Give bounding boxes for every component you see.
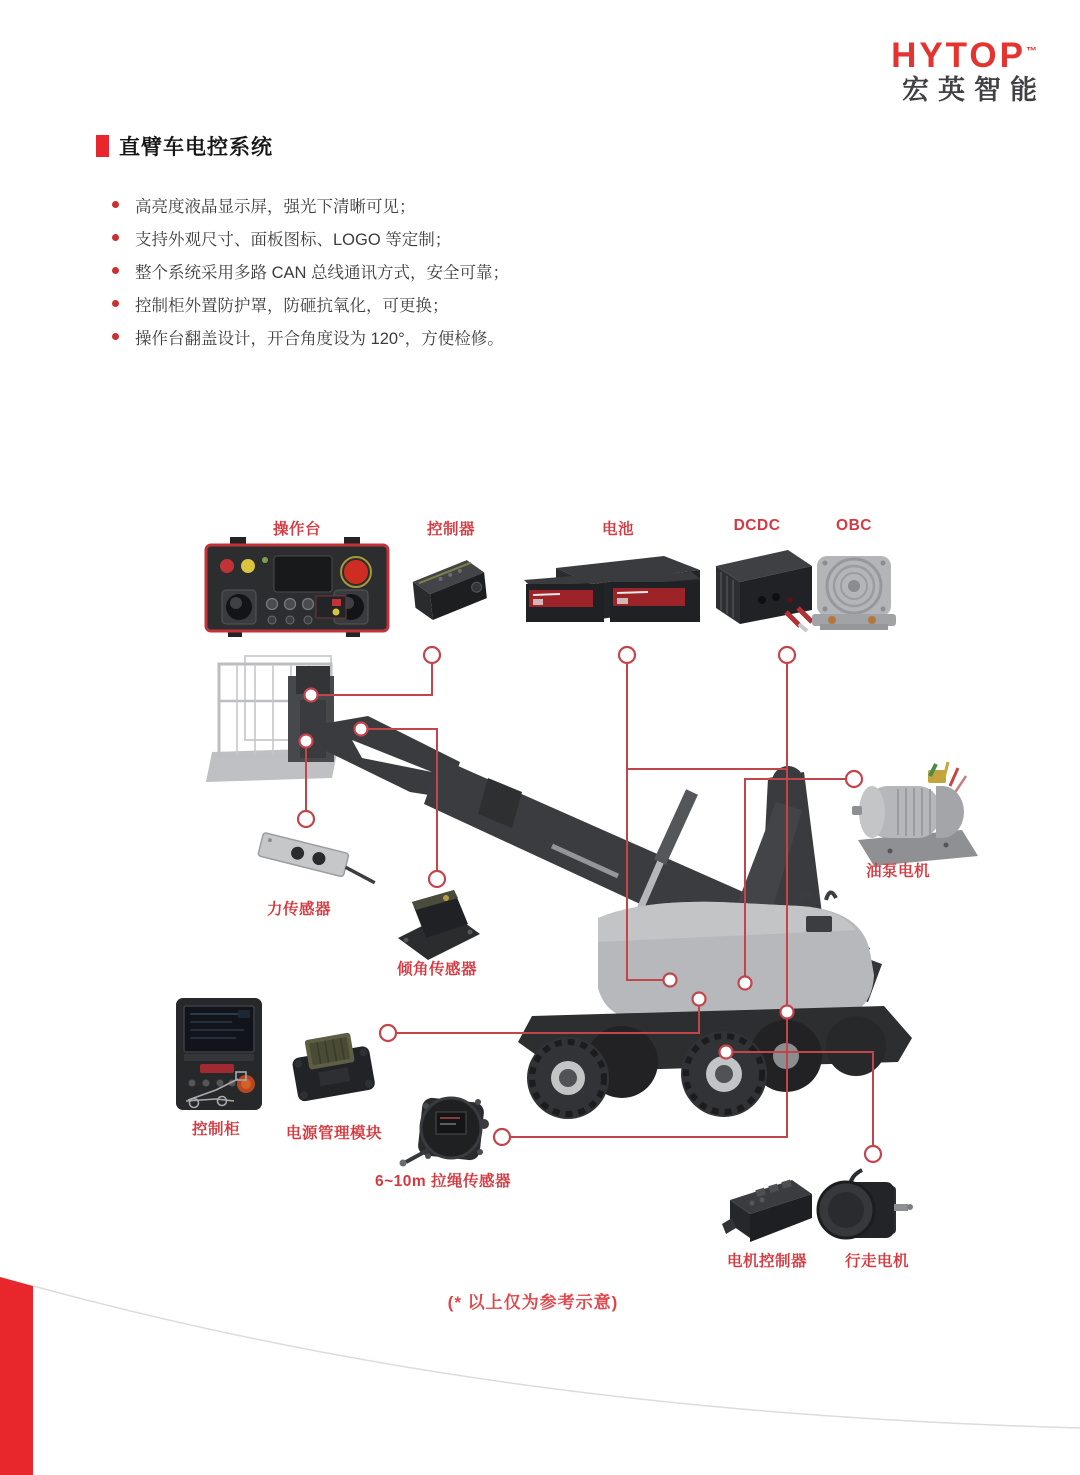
oil-pump-motor-image xyxy=(852,762,978,866)
corner-red-accent xyxy=(0,1277,33,1475)
anchor-dot-oil-pump xyxy=(739,977,752,990)
label-obc: OBC xyxy=(836,517,872,534)
label-rope-sensor: 6~10m 拉绳传感器 xyxy=(374,1173,512,1190)
label-motor-controller: 电机控制器 xyxy=(726,1253,808,1270)
label-tilt-sensor: 倾角传感器 xyxy=(396,961,478,978)
anchor-dot-battery xyxy=(664,974,677,987)
anchor-dot-jib xyxy=(355,723,368,736)
page-title: 直臂车电控系统 xyxy=(119,136,273,159)
dcdc-image xyxy=(716,550,812,631)
callout-circle-power-mgmt xyxy=(380,1025,396,1041)
label-dcdc: DCDC xyxy=(733,517,781,534)
controller-image xyxy=(411,558,488,621)
label-oil-pump-motor: 油泵电机 xyxy=(865,863,931,880)
label-control-cabinet: 控制柜 xyxy=(191,1121,241,1138)
callout-circle-battery xyxy=(619,647,635,663)
reference-caption: (* 以上仅为参考示意) xyxy=(447,1293,619,1312)
motor-controller-image xyxy=(722,1180,812,1242)
callout-circle-force-sensor xyxy=(298,811,314,827)
callout-circle-oil-pump xyxy=(846,771,862,787)
logo-chinese: 宏英智能 xyxy=(902,75,1046,105)
trademark-mark: ™ xyxy=(1026,45,1037,58)
callout-circle-dcdc-obc xyxy=(779,647,795,663)
label-controller: 控制器 xyxy=(426,521,476,538)
callout-circle-travel-motor xyxy=(865,1146,881,1162)
anchor-dot-riser xyxy=(781,1006,794,1019)
label-force-sensor: 力传感器 xyxy=(266,901,332,918)
label-battery: 电池 xyxy=(601,521,635,538)
anchor-dot-console xyxy=(305,689,318,702)
label-power-mgmt-module: 电源管理模块 xyxy=(285,1125,383,1142)
callout-circle-tilt-sensor xyxy=(429,871,445,887)
console-image xyxy=(206,537,388,637)
battery-image xyxy=(524,556,700,622)
anchor-dot-chassis xyxy=(720,1046,733,1059)
obc-image xyxy=(812,556,896,630)
rope-sensor-image xyxy=(400,1097,490,1167)
travel-motor-image xyxy=(818,1170,913,1238)
logo-hytop: HYTOP™ xyxy=(891,36,1037,75)
callout-circle-controller xyxy=(424,647,440,663)
power-mgmt-image xyxy=(289,1030,376,1103)
callout-circle-rope-sensor xyxy=(494,1129,510,1145)
control-cabinet-image xyxy=(176,998,262,1110)
feature-item: 整个系统采用多路 CAN 总线通讯方式，安全可靠； xyxy=(112,254,509,287)
feature-item: 操作台翻盖设计，开合角度设为 120°，方便检修。 xyxy=(112,320,509,353)
feature-item: 控制柜外置防护罩，防砸抗氧化，可更换； xyxy=(112,287,509,320)
label-travel-motor: 行走电机 xyxy=(844,1253,910,1270)
label-console: 操作台 xyxy=(272,521,322,538)
feature-item: 支持外观尺寸、面板图标、LOGO 等定制； xyxy=(112,221,509,254)
force-sensor-image xyxy=(258,832,380,884)
anchor-dot-force xyxy=(300,735,313,748)
feature-item: 高亮度液晶显示屏，强光下清晰可见； xyxy=(112,188,509,221)
anchor-dot-power-mgmt xyxy=(693,993,706,1006)
tilt-sensor-image xyxy=(398,890,480,960)
